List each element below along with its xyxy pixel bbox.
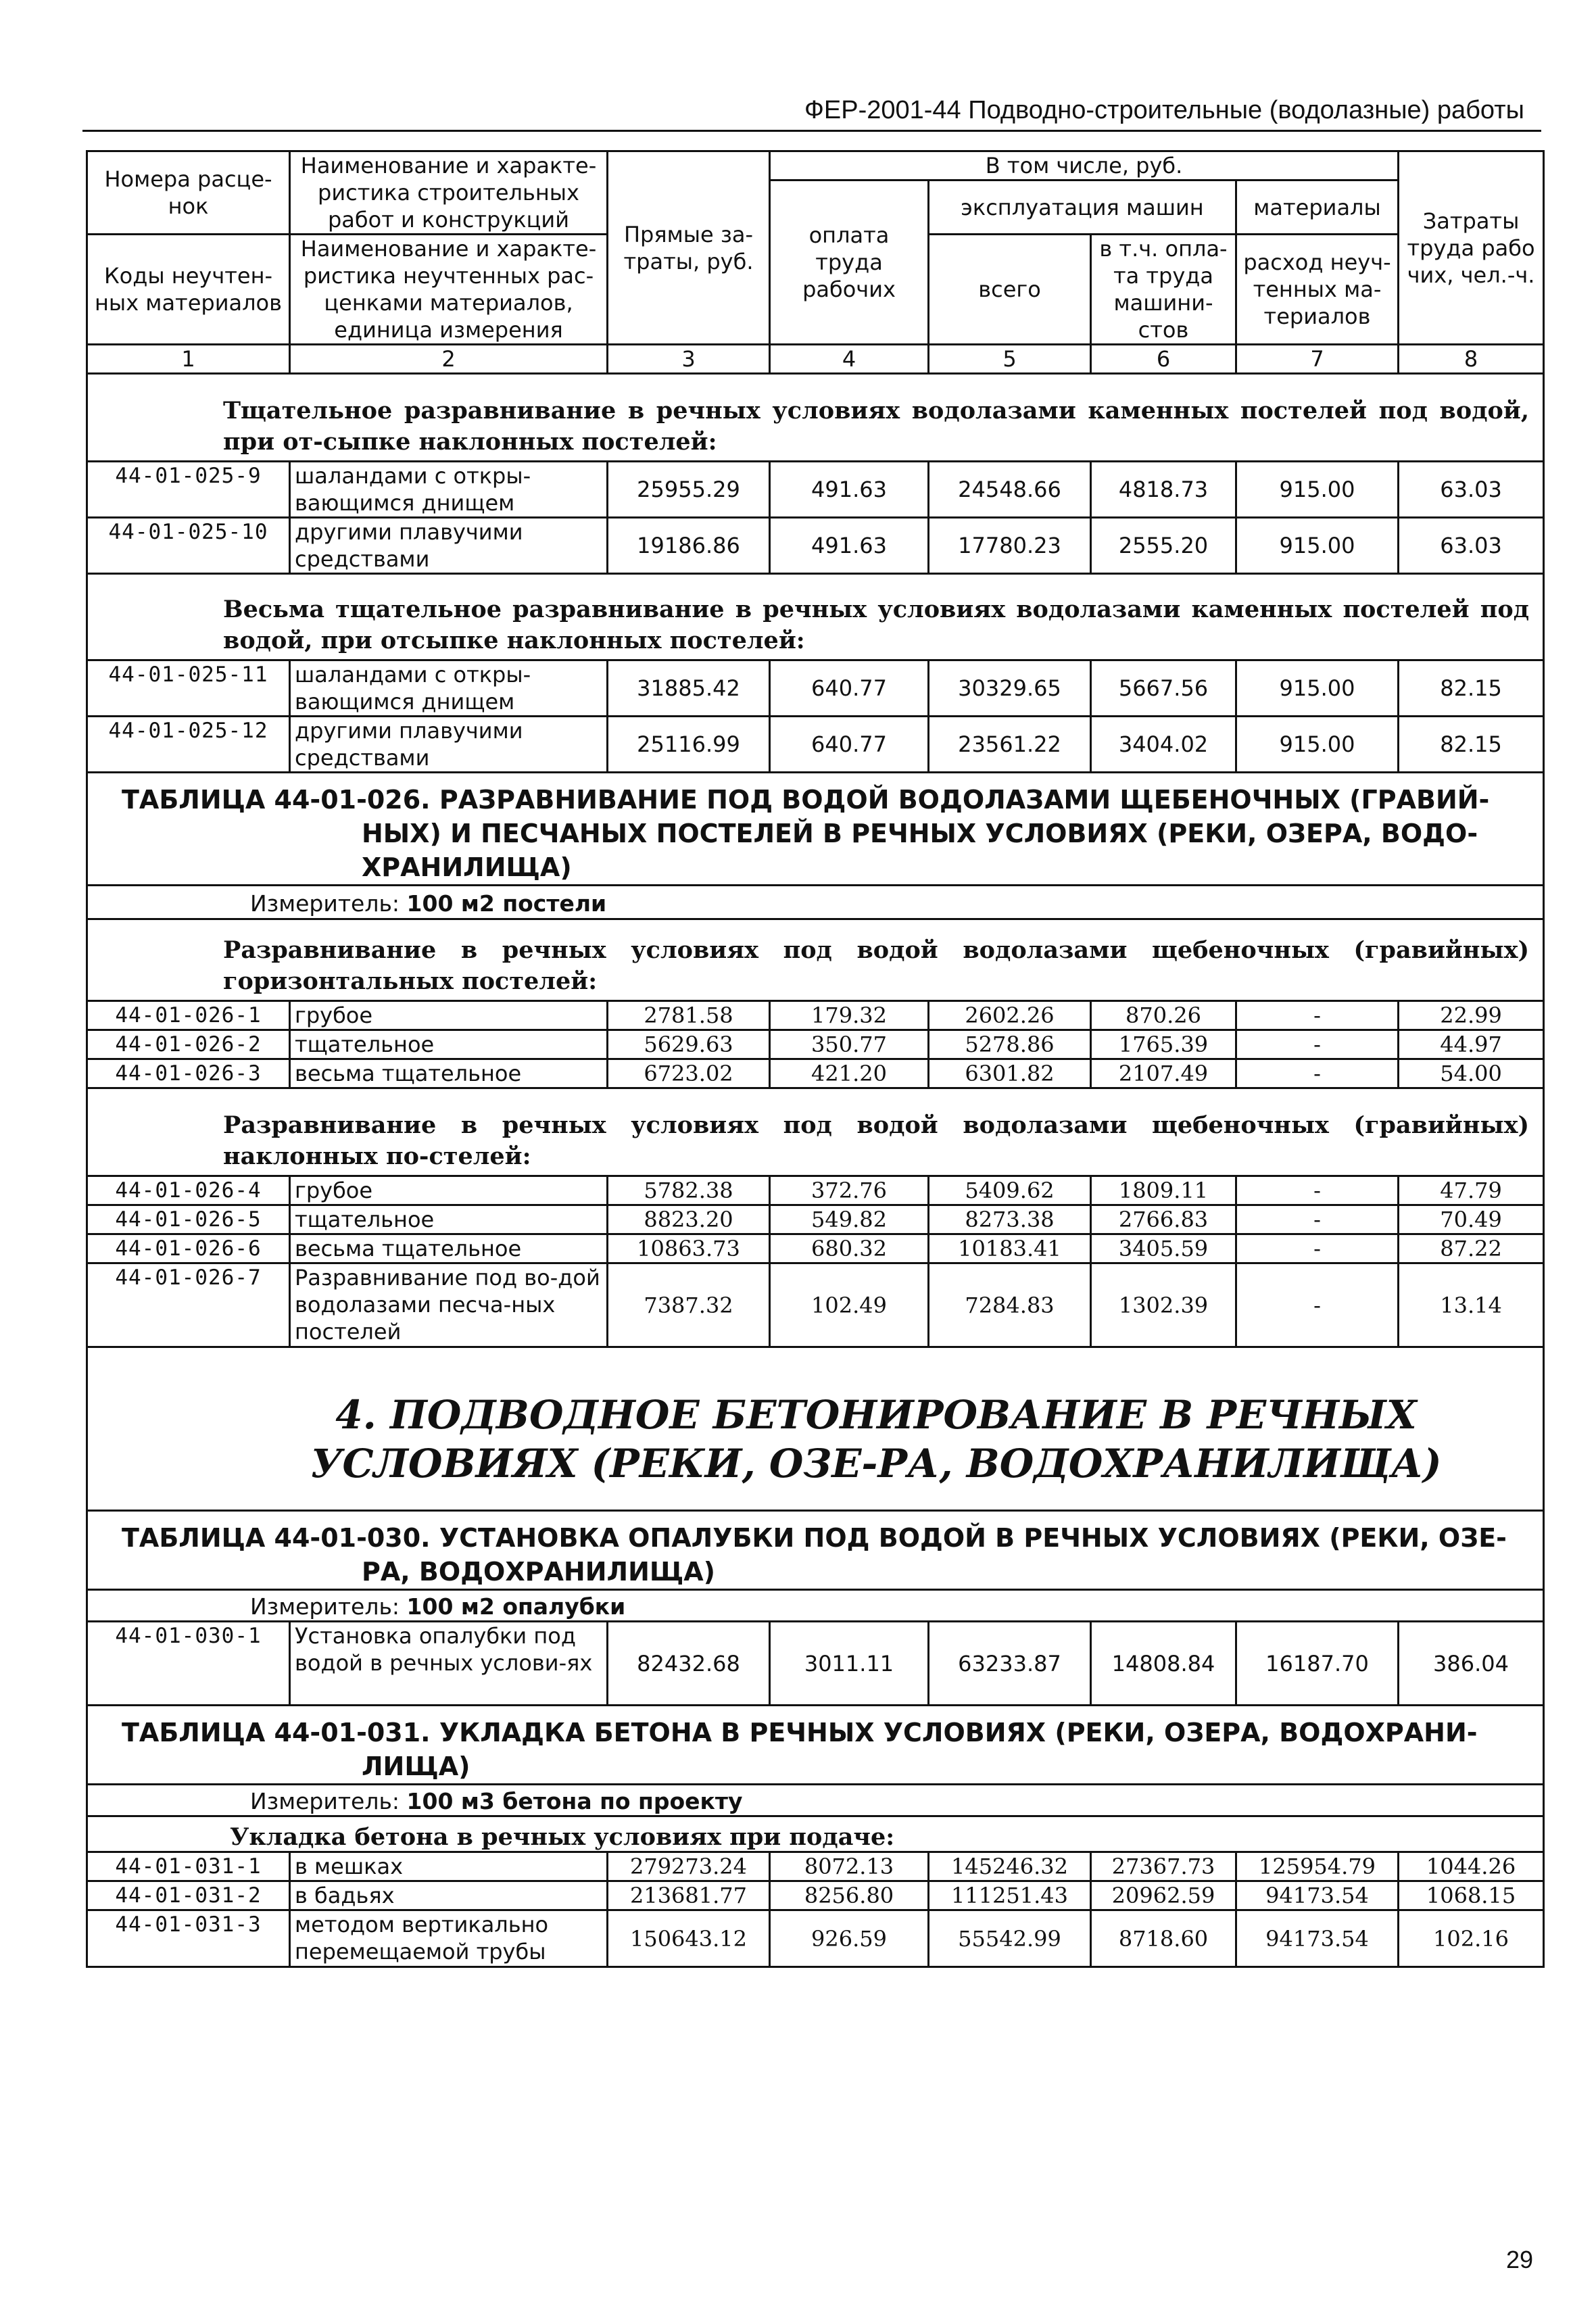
cell-labor-costs: 54.00 [1399, 1059, 1544, 1088]
cell-wages: 491.63 [770, 518, 929, 574]
table-header [87, 151, 1544, 374]
cell-work-name: шаландами с откры-вающимся днищем [290, 660, 608, 717]
cell-machinist-wages: 2555.20 [1091, 518, 1236, 574]
cell-machinist-wages: 870.26 [1091, 1001, 1236, 1030]
cell-labor-costs: 44.97 [1399, 1030, 1544, 1059]
cell-work-name: Разравнивание под во-дой водолазами песча-ных постелей [290, 1263, 608, 1347]
table-row [87, 1852, 1544, 1881]
cell-machinist-wages: 5667.56 [1091, 660, 1236, 717]
cell-materials: 16187.70 [1236, 1622, 1399, 1706]
cell-rate-code: 44-01-026-4 [87, 1176, 290, 1205]
cell-materials: - [1236, 1263, 1399, 1347]
cell-direct-costs: 213681.77 [608, 1881, 770, 1910]
cell-rate-code: 44-01-026-2 [87, 1030, 290, 1059]
measurement-026: Измеритель: 100 м2 постели [87, 886, 1544, 919]
column-number: 8 [1399, 345, 1544, 374]
cell-work-name: другими плавучими средствами [290, 717, 608, 773]
header-labor-costs: Затраты труда рабо чих, чел.-ч. [1399, 151, 1544, 345]
header-machines: эксплуатация машин [929, 180, 1236, 235]
cell-materials: 915.00 [1236, 518, 1399, 574]
cell-machines-total: 63233.87 [929, 1622, 1091, 1706]
table-row [87, 1205, 1544, 1234]
cell-direct-costs: 279273.24 [608, 1852, 770, 1881]
cell-machines-total: 23561.22 [929, 717, 1091, 773]
group-title: Тщательное разравнивание в речных условиях водолазами каменных постелей под водой, при от-сыпке наклонных постелей: [87, 374, 1544, 462]
cell-wages: 350.77 [770, 1030, 929, 1059]
table-row [87, 1234, 1544, 1263]
cell-work-name: Установка опалубки под водой в речных услови-ях [290, 1622, 608, 1706]
cell-labor-costs: 70.49 [1399, 1205, 1544, 1234]
header-unaccounted-codes: Коды неучтен-ных материалов [87, 235, 290, 345]
cell-labor-costs: 82.15 [1399, 717, 1544, 773]
page-number: 29 [1506, 2246, 1534, 2273]
cell-direct-costs: 25955.29 [608, 462, 770, 518]
running-head: ФЕР-2001-44 Подводно-строительные (водолазные) работы [804, 96, 1524, 124]
column-number: 6 [1091, 345, 1236, 374]
group-title: Весьма тщательное разравнивание в речных условиях водолазами каменных постелей под водой, при отсыпке наклонных постелей: [87, 574, 1544, 660]
cell-wages: 372.76 [770, 1176, 929, 1205]
cell-machinist-wages: 4818.73 [1091, 462, 1236, 518]
cell-work-name: в мешках [290, 1852, 608, 1881]
column-number: 7 [1236, 345, 1399, 374]
cell-machinist-wages: 2766.83 [1091, 1205, 1236, 1234]
cell-materials: 915.00 [1236, 462, 1399, 518]
cell-work-name: шаландами с откры-вающимся днищем [290, 462, 608, 518]
cell-rate-code: 44-01-026-7 [87, 1263, 290, 1347]
header-unaccounted-materials: расход неуч-тенных ма-териалов [1236, 235, 1399, 345]
cell-rate-code: 44-01-026-1 [87, 1001, 290, 1030]
table-row [87, 462, 1544, 518]
cell-wages: 421.20 [770, 1059, 929, 1088]
cell-materials: 94173.54 [1236, 1881, 1399, 1910]
column-number: 3 [608, 345, 770, 374]
cell-rate-code: 44-01-025-11 [87, 660, 290, 717]
cell-materials: - [1236, 1059, 1399, 1088]
cell-machines-total: 6301.82 [929, 1059, 1091, 1088]
table-title-026: ТАБЛИЦА 44-01-026. РАЗРАВНИВАНИЕ ПОД ВОДОЙ ВОДОЛАЗАМИ ЩЕБЕНОЧНЫХ (ГРАВИЙ- НЫХ) И ПЕСЧАНЫХ ПОСТЕЛЕЙ В РЕЧНЫХ УСЛОВИЯХ (РЕКИ, ОЗЕРА, ВОДО-ХРАНИЛИЩА) [87, 773, 1544, 886]
header-direct-costs: Прямые за-траты, руб. [608, 151, 770, 345]
cell-work-name: методом вертикально перемещаемой трубы [290, 1910, 608, 1967]
cell-wages: 549.82 [770, 1205, 929, 1234]
cell-labor-costs: 82.15 [1399, 660, 1544, 717]
header-work-name: Наименование и характе-ристика строительных работ и конструкций [290, 151, 608, 235]
cell-labor-costs: 13.14 [1399, 1263, 1544, 1347]
cell-rate-code: 44-01-025-12 [87, 717, 290, 773]
cell-direct-costs: 10863.73 [608, 1234, 770, 1263]
cell-rate-code: 44-01-026-5 [87, 1205, 290, 1234]
cell-materials: - [1236, 1205, 1399, 1234]
cell-direct-costs: 25116.99 [608, 717, 770, 773]
cell-direct-costs: 8823.20 [608, 1205, 770, 1234]
cell-machines-total: 5278.86 [929, 1030, 1091, 1059]
table-row [87, 1910, 1544, 1967]
cell-machines-total: 30329.65 [929, 660, 1091, 717]
cell-machinist-wages: 3405.59 [1091, 1234, 1236, 1263]
cell-machinist-wages: 27367.73 [1091, 1852, 1236, 1881]
cell-work-name: тщательное [290, 1205, 608, 1234]
cell-direct-costs: 2781.58 [608, 1001, 770, 1030]
cell-labor-costs: 22.99 [1399, 1001, 1544, 1030]
cell-materials: - [1236, 1176, 1399, 1205]
cell-machines-total: 2602.26 [929, 1001, 1091, 1030]
cell-labor-costs: 47.79 [1399, 1176, 1544, 1205]
cell-wages: 3011.11 [770, 1622, 929, 1706]
measurement-030: Измеритель: 100 м2 опалубки [87, 1590, 1544, 1622]
rows-body [87, 374, 1544, 1967]
cell-direct-costs: 6723.02 [608, 1059, 770, 1088]
cell-wages: 179.32 [770, 1001, 929, 1030]
cell-rate-code: 44-01-025-9 [87, 462, 290, 518]
cell-machines-total: 17780.23 [929, 518, 1091, 574]
table-row [87, 1059, 1544, 1088]
table-row [87, 1030, 1544, 1059]
cell-machines-total: 145246.32 [929, 1852, 1091, 1881]
cell-materials: - [1236, 1234, 1399, 1263]
cell-machines-total: 8273.38 [929, 1205, 1091, 1234]
cell-wages: 8256.80 [770, 1881, 929, 1910]
cell-machines-total: 7284.83 [929, 1263, 1091, 1347]
cell-machines-total: 55542.99 [929, 1910, 1091, 1967]
cell-rate-code: 44-01-031-2 [87, 1881, 290, 1910]
cell-rate-code: 44-01-031-1 [87, 1852, 290, 1881]
cell-materials: 915.00 [1236, 660, 1399, 717]
cell-direct-costs: 31885.42 [608, 660, 770, 717]
column-number: 5 [929, 345, 1091, 374]
table-row [87, 1881, 1544, 1910]
table-row [87, 1263, 1544, 1347]
cell-rate-code: 44-01-026-6 [87, 1234, 290, 1263]
cell-machinist-wages: 2107.49 [1091, 1059, 1236, 1088]
cell-machines-total: 10183.41 [929, 1234, 1091, 1263]
cell-work-name: другими плавучими средствами [290, 518, 608, 574]
cell-materials: 94173.54 [1236, 1910, 1399, 1967]
header-machinist-wages: в т.ч. опла-та труда машини-стов [1091, 235, 1236, 345]
header-machines-total: всего [929, 235, 1091, 345]
cell-rate-code: 44-01-031-3 [87, 1910, 290, 1967]
cell-materials: 915.00 [1236, 717, 1399, 773]
cell-labor-costs: 63.03 [1399, 462, 1544, 518]
cell-work-name: грубое [290, 1176, 608, 1205]
cell-work-name: весьма тщательное [290, 1059, 608, 1088]
cell-machinist-wages: 3404.02 [1091, 717, 1236, 773]
table-row [87, 1176, 1544, 1205]
cell-wages: 640.77 [770, 660, 929, 717]
cell-direct-costs: 5782.38 [608, 1176, 770, 1205]
cell-labor-costs: 102.16 [1399, 1910, 1544, 1967]
cell-rate-code: 44-01-026-3 [87, 1059, 290, 1088]
cell-machines-total: 24548.66 [929, 462, 1091, 518]
cell-wages: 926.59 [770, 1910, 929, 1967]
column-number: 1 [87, 345, 290, 374]
group-title: Укладка бетона в речных условиях при подаче: [87, 1816, 1544, 1852]
cell-rate-code: 44-01-025-10 [87, 518, 290, 574]
cell-work-name: грубое [290, 1001, 608, 1030]
cell-materials: 125954.79 [1236, 1852, 1399, 1881]
cell-rate-code: 44-01-030-1 [87, 1622, 290, 1706]
cell-machines-total: 5409.62 [929, 1176, 1091, 1205]
cell-direct-costs: 19186.86 [608, 518, 770, 574]
table-row [87, 717, 1544, 773]
table-row [87, 660, 1544, 717]
group-title: Разравнивание в речных условиях под водой водолазами щебеночных (гравийных) горизонтальных постелей: [87, 919, 1544, 1001]
cell-materials: - [1236, 1001, 1399, 1030]
cell-labor-costs: 1044.26 [1399, 1852, 1544, 1881]
table-row [87, 1001, 1544, 1030]
section-heading: 4. ПОДВОДНОЕ БЕТОНИРОВАНИЕ В РЕЧНЫХ УСЛОВИЯХ (РЕКИ, ОЗЕ-РА, ВОДОХРАНИЛИЩА) [87, 1347, 1544, 1511]
cell-machinist-wages: 20962.59 [1091, 1881, 1236, 1910]
cell-machinist-wages: 14808.84 [1091, 1622, 1236, 1706]
column-number: 2 [290, 345, 608, 374]
header-rate-numbers: Номера расце-нок [87, 151, 290, 235]
cell-machinist-wages: 1809.11 [1091, 1176, 1236, 1205]
cell-work-name: в бадьях [290, 1881, 608, 1910]
cell-work-name: тщательное [290, 1030, 608, 1059]
cell-machinist-wages: 1302.39 [1091, 1263, 1236, 1347]
cell-direct-costs: 150643.12 [608, 1910, 770, 1967]
cell-wages: 680.32 [770, 1234, 929, 1263]
cell-direct-costs: 82432.68 [608, 1622, 770, 1706]
cell-wages: 8072.13 [770, 1852, 929, 1881]
cell-wages: 102.49 [770, 1263, 929, 1347]
cell-machinist-wages: 1765.39 [1091, 1030, 1236, 1059]
cell-machinist-wages: 8718.60 [1091, 1910, 1236, 1967]
header-materials: материалы [1236, 180, 1399, 235]
column-number: 4 [770, 345, 929, 374]
header-in-that-number: В том числе, руб. [770, 151, 1399, 180]
measurement-031: Измеритель: 100 м3 бетона по проекту [87, 1785, 1544, 1816]
table-title-031: ТАБЛИЦА 44-01-031. УКЛАДКА БЕТОНА В РЕЧНЫХ УСЛОВИЯХ (РЕКИ, ОЗЕРА, ВОДОХРАНИ- ЛИЩА) [87, 1706, 1544, 1785]
cell-wages: 640.77 [770, 717, 929, 773]
cell-materials: - [1236, 1030, 1399, 1059]
running-head-rule [82, 130, 1541, 132]
cell-machines-total: 111251.43 [929, 1881, 1091, 1910]
cell-labor-costs: 87.22 [1399, 1234, 1544, 1263]
cell-labor-costs: 386.04 [1399, 1622, 1544, 1706]
cell-wages: 491.63 [770, 462, 929, 518]
cell-work-name: весьма тщательное [290, 1234, 608, 1263]
cell-direct-costs: 5629.63 [608, 1030, 770, 1059]
cell-direct-costs: 7387.32 [608, 1263, 770, 1347]
table-row [87, 1622, 1544, 1706]
cell-labor-costs: 63.03 [1399, 518, 1544, 574]
cell-labor-costs: 1068.15 [1399, 1881, 1544, 1910]
table-title-030: ТАБЛИЦА 44-01-030. УСТАНОВКА ОПАЛУБКИ ПОД ВОДОЙ В РЕЧНЫХ УСЛОВИЯХ (РЕКИ, ОЗЕ- РА, ВОДОХРАНИЛИЩА) [87, 1511, 1544, 1590]
header-wages: оплата труда рабочих [770, 180, 929, 345]
header-unaccounted-name: Наименование и характе-ристика неучтенных рас-ценками материалов, единица измерения [290, 235, 608, 345]
table-row [87, 518, 1544, 574]
price-table [86, 150, 1545, 1968]
group-title: Разравнивание в речных условиях под водой водолазами щебеночных (гравийных) наклонных по-стелей: [87, 1088, 1544, 1176]
